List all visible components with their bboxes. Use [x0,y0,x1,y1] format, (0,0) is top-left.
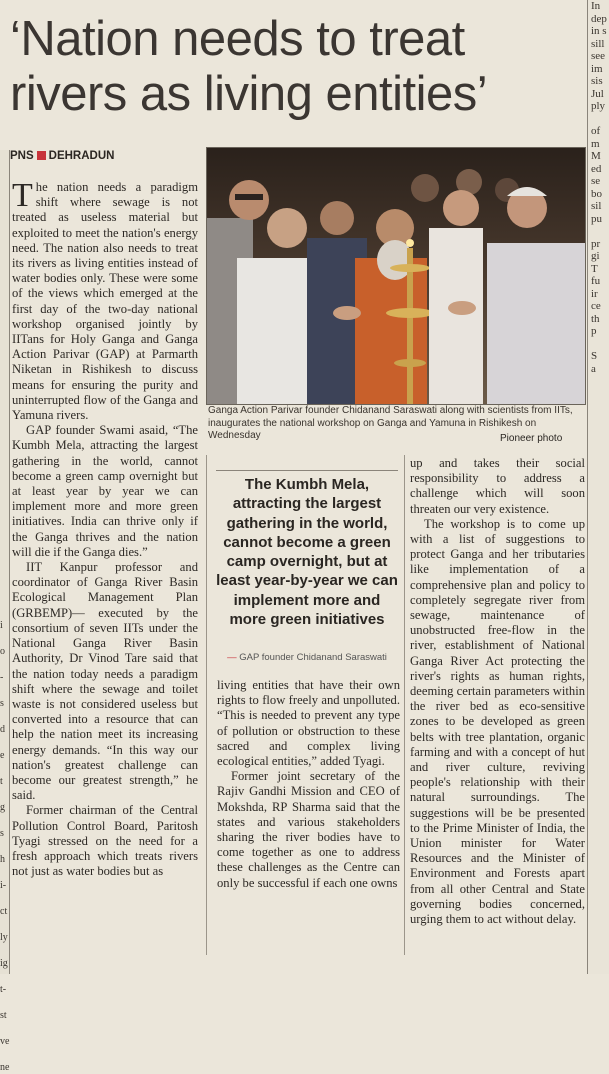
adjacent-text-fragment: g [0,802,5,813]
adjacent-text-fragment: fu [591,275,601,287]
dropcap: T [12,177,33,214]
adjacent-text-fragment: Jul [591,87,604,100]
photo-illustration [207,148,585,404]
adjacent-text-fragment: i [0,620,3,631]
paragraph-1: The nation needs a paradigm shift where sewage is not treated as useless material but exploited to meet the nation's energy need. The nation also needs to treat its rivers as living entities instead of water bodies only. These were some of the views which emerged at the first day of the two-day national workshop organised jointly by IITans for Holy Ganga and Ganga Action Parivar (GAP) at Parmarth Niketan in Rishikesh to discuss means for ensuring the purity and uninterrupted flow of the Ganga and Yamuna rivers. [12,177,198,423]
column-divider [206,455,207,955]
adjacent-text-fragment: ne [0,1062,10,1073]
adjacent-text-fragment: i- [0,880,7,891]
adjacent-text-fragment [588,113,609,126]
adjacent-text-fragment: of [591,125,601,137]
adjacent-text-fragment: s [0,828,4,839]
news-photo [206,147,586,405]
adjacent-text-fragment: p [591,325,597,337]
pull-quote: The Kumbh Mela, attracting the largest gathering in the world, cannot become a green camp overnight, but at least year-by-year we can implement more and more green initiatives [216,470,398,629]
byline-place: DEHRADUN [48,150,115,162]
adjacent-column-left [0,150,10,1073]
byline [10,150,114,162]
adjacent-text-fragment: - [0,672,4,683]
adjacent-text-fragment: ct [0,906,8,917]
photo-credit: Pioneer photo [500,433,563,444]
adjacent-text-fragment [588,225,609,238]
adjacent-text-fragment: t [0,776,3,787]
adjacent-text-fragment: see [591,50,606,62]
adjacent-text-fragment: sill [591,37,605,50]
adjacent-text-fragment: gi [591,250,600,262]
photo-caption: Ganga Action Parivar founder Chidanand Saraswati along with scientists from IITs, inaugurates the national workshop on Ganga and Yamuna in Rishikesh on Wednesday [208,405,573,441]
adjacent-text-fragment [588,338,609,351]
paragraph-4: Former chairman of the Central Pollution Control Board, Paritosh Tyagi stressed on the need for a fresh approach which treats rivers not just as water bodies but as [12,803,198,879]
adjacent-text-fragment: t- [0,984,7,995]
adjacent-text-fragment: e [0,750,5,761]
adjacent-text-fragment: in s [591,25,607,37]
article-column-2 [217,678,400,891]
adjacent-text-fragment: ply [591,100,606,112]
adjacent-text-fragment: im [591,62,603,75]
adjacent-text-fragment: ce [591,300,601,312]
adjacent-text-fragment: ig [0,958,8,969]
adjacent-text-fragment: pr [591,237,601,250]
paragraph-5: living entities that have their own rights to flow freely and unpolluted. “This is needed to prevent any type of pollution or obstruction to these sacred and complex living ecological entities,” added Tyagi. [217,678,400,769]
red-square-icon [37,151,46,160]
column-divider [404,455,405,955]
adjacent-text-fragment: ly [0,932,8,943]
paragraph-3: IIT Kanpur professor and coordinator of Ganga River Basin Ecological Management Plan (GRBEMP)— executed by the consortium of seven IITs under the National Ganga River Basin Authority, Dr Vinod Tare said that the nation today needs a paradigm shift where the sewage and toilet waste is not considered useless but converted into a resource that can help the nation meet its increasing energy demands. “In this way our nation's greatest challenge can become our greatest strength,” he said. [12,560,198,803]
adjacent-text-fragment: o [0,646,5,657]
adjacent-text-fragment: ve [0,1036,10,1047]
adjacent-text-fragment: h [0,854,5,865]
adjacent-text-fragment: d [0,724,5,735]
adjacent-text-fragment: dep [591,12,607,25]
adjacent-text-fragment: bo [591,187,602,200]
adjacent-text-fragment: m [591,137,600,150]
adjacent-text-fragment: ir [591,287,598,300]
adjacent-text-fragment: pu [591,212,602,225]
paragraph-6: Former joint secretary of the Rajiv Gandhi Mission and CEO of Mokshda, RP Sharma said that the states and various stakeholders sharing the river bodies have to come together as one to address these challenges as the Centre can only be successful if each one owns [217,769,400,890]
adjacent-text-fragment: se [591,175,601,187]
byline-agency: PNS [10,150,34,162]
adjacent-text-fragment: a [591,362,596,375]
adjacent-column-right [587,0,609,974]
paragraph-2: GAP founder Swami asaid, “The Kumbh Mela, attracting the largest gathering in the world, cannot become a green camp overnight but at least year by year we can implement more and more green initiatives. India can thrive only if the Ganga thrives and the nation will die if the Ganga dies.” [12,423,198,559]
adjacent-text-fragment: M [591,150,601,162]
adjacent-text-fragment: T [591,262,598,275]
pull-quote-attribution: — GAP founder Chidanand Saraswati [227,652,387,663]
adjacent-text-fragment: In [591,0,601,12]
adjacent-text-fragment: ed [591,162,602,175]
paragraph-8: The workshop is to come up with a list of suggestions to protect Ganga and her tributaries like implementation of a comprehensive plan and policy to completely segregate river from sewage, maintenance of unobstructed free-flow in the river, establishment of National Ganga River Act protecting the river's rights as human rights, deeming certain parameters within the river bed as eco-sensitive zones to be developed as green belts with tree plantation, organic farming and with a concept of hut and river culture, reviving people's relationship with their natural surroundings. The suggestions will be be presented to the Prime Minister of India, the Union minister for Water Resources and the Minister of Environment and Forests apart from all other Central and State governing bodies concerned, urging them to act without delay. [410,516,585,927]
adjacent-text-fragment: sil [591,200,602,212]
headline: ‘Nation needs to treat rivers as living entities’ [10,12,488,121]
article-column-1 [12,177,198,879]
adjacent-text-fragment: S [591,350,598,362]
adjacent-text-fragment: th [591,312,600,325]
adjacent-text-fragment: sis [591,75,603,87]
article-column-3 [410,456,585,927]
paragraph-7: up and takes their social responsibility to address a challenge which will soon threaten our very existence. [410,456,585,516]
adjacent-text-fragment: s [0,698,4,709]
adjacent-text-fragment: st [0,1010,7,1021]
